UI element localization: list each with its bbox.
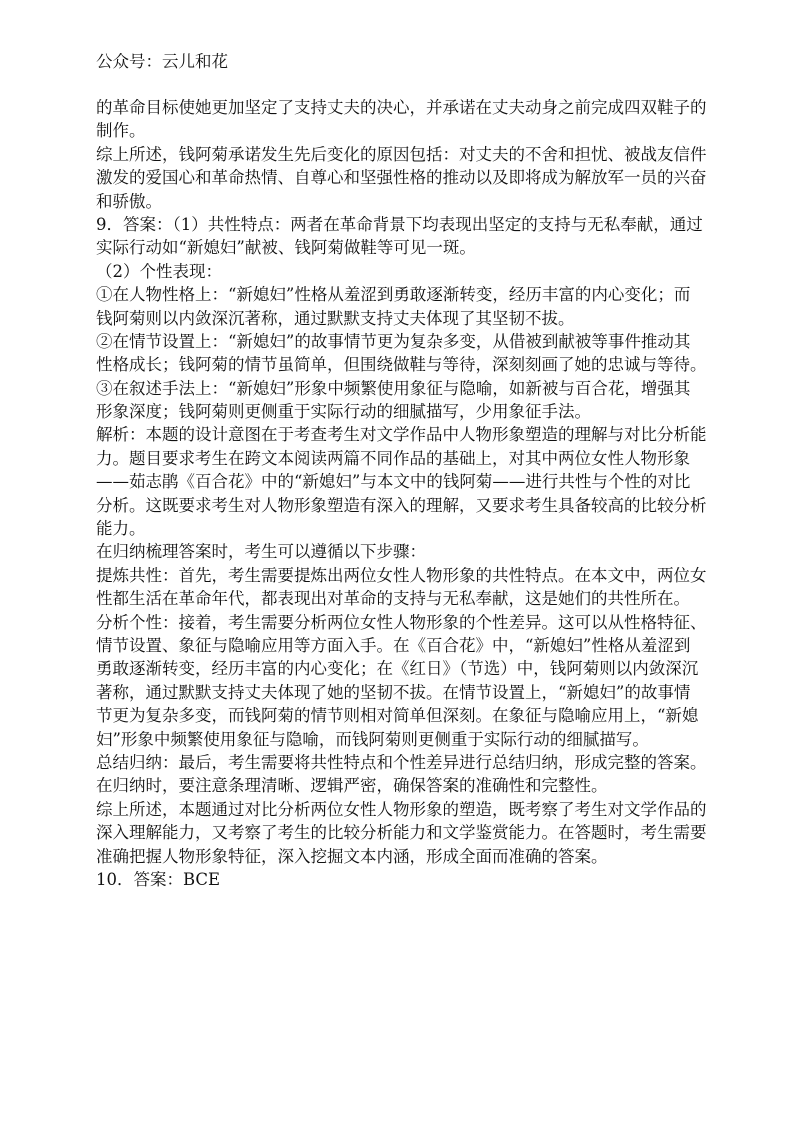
text-line: 和骄傲。 [96,191,162,211]
text-line: 制作。 [96,121,146,141]
text-line: 准确把握人物形象特征，深入挖掘文本内涵，形成全面而准确的答案。 [96,846,608,866]
text-line: 9．答案：（1）共性特点：两者在革命背景下均表现出坚定的支持与无私奉献，通过 [96,214,703,234]
text-line: 情节设置、象征与隐喻应用等方面入手。在《百合花》中，“新媳妇”性格从羞涩到 [96,635,691,655]
text-line: 妇”形象中频繁使用象征与隐喻，而钱阿菊则更侧重于实际行动的细腻描写。 [96,729,649,749]
text-line: ①在人物性格上：“新媳妇”性格从羞涩到勇敢逐渐转变，经历丰富的内心变化；而 [96,285,691,305]
text-line: 总结归纳：最后，考生需要将共性特点和个性差异进行总结归纳，形成完整的答案。 [96,752,707,772]
text-line: 深入理解能力，又考察了考生的比较分析能力和文学鉴赏能力。在答题时，考生需要 [96,823,707,843]
text-line: 实际行动如“新媳妇”献被、钱阿菊做鞋等可见一斑。 [96,238,476,258]
text-line: 勇敢逐渐转变，经历丰富的内心变化；在《红日》（节选）中，钱阿菊则以内敛深沉 [96,659,699,679]
text-line: （2）个性表现： [96,261,222,281]
text-line: 在归纳时，要注意条理清晰、逻辑严密，确保答案的准确性和完整性。 [96,776,608,796]
text-line: 节更为复杂多变，而钱阿菊的情节则相对简单但深刻。在象征与隐喻应用上，“新媳 [96,706,699,726]
document-body [96,96,708,891]
text-line: ②在情节设置上：“新媳妇”的故事情节更为复杂多变，从借被到献被等事件推动其 [96,331,691,351]
text-line: 著称，通过默默支持丈夫体现了她的坚韧不拔。在情节设置上，“新媳妇”的故事情 [96,682,691,702]
text-line: 综上所述，钱阿菊承诺发生先后变化的原因包括：对丈夫的不舍和担忧、被战友信件 [96,144,707,164]
text-line: ③在叙述手法上：“新媳妇”形象中频繁使用象征与隐喻，如新被与百合花，增强其 [96,378,691,398]
text-line: 提炼共性：首先，考生需要提炼出两位女性人物形象的共性特点。在本文中，两位女 [96,565,707,585]
text-line: 形象深度；钱阿菊则更侧重于实际行动的细腻描写，少用象征手法。 [96,402,591,422]
text-line: 解析：本题的设计意图在于考查考生对文学作品中人物形象塑造的理解与对比分析能 [96,425,707,445]
text-line: 的革命目标使她更加坚定了支持丈夫的决心，并承诺在丈夫动身之前完成四双鞋子的 [96,98,707,117]
text-line: 能力。 [96,519,146,539]
text-line: 性都生活在革命年代，都表现出对革命的支持与无私奉献，这是她们的共性所在。 [96,589,690,609]
text-line: 力。题目要求考生在跨文本阅读两篇不同作品的基础上，对其中两位女性人物形象 [96,448,690,468]
text-line: 10．答案：BCE [96,869,221,889]
text-line: 在归纳梳理答案时，考生可以遵循以下步骤： [96,542,426,562]
text-line: 激发的爱国心和革命热情、自尊心和坚强性格的推动以及即将成为解放军一员的兴奋 [96,168,707,188]
text-line: ——茹志鹃《百合花》中的“新媳妇”与本文中的钱阿菊——进行共性与个性的对比 [96,472,691,492]
text-line: 分析。这既要求考生对人物形象塑造有深入的理解，又要求考生具备较高的比较分析 [96,495,707,515]
text-line: 分析个性：接着，考生需要分析两位女性人物形象的个性差异。这可以从性格特征、 [96,612,707,632]
text-line: 钱阿菊则以内敛深沉著称，通过默默支持丈夫体现了其坚韧不拔。 [96,308,575,328]
page-header: 公众号：云儿和花 [96,52,228,71]
text-line: 性格成长；钱阿菊的情节虽简单，但围绕做鞋与等待，深刻刻画了她的忠诚与等待。 [96,355,707,375]
text-line: 综上所述，本题通过对比分析两位女性人物形象的塑造，既考察了考生对文学作品的 [96,799,707,819]
